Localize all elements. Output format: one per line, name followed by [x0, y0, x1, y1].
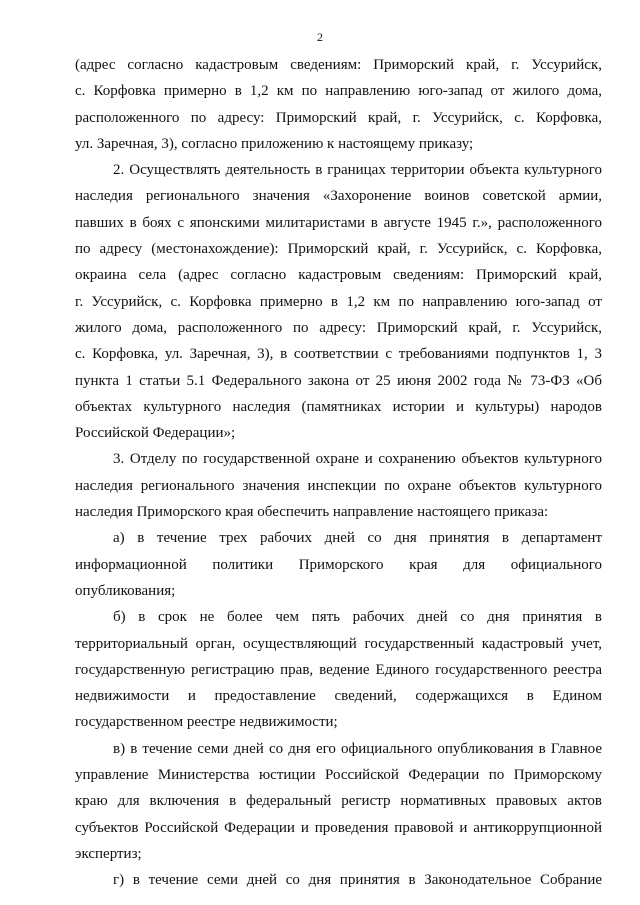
text-line: краю для включения в федеральный регистр нормативных правовых актов [75, 793, 602, 810]
text-line: недвижимости и предоставление сведений, содержащихся в Едином [75, 688, 602, 705]
text-line: жилого дома, расположенного по адресу: Приморский край, г. Уссурийск, [75, 319, 602, 336]
text-line: Российской Федерации»; [75, 425, 236, 442]
text-line: 2. Осуществлять деятельность в границах территории объекта культурного [113, 162, 602, 179]
text-line: с. Корфовка, ул. Заречная, 3), в соответствии с требованиями подпунктов 1, 3 [75, 346, 602, 363]
text-line: б) в срок не более чем пять рабочих дней со дня принятия в [113, 609, 602, 626]
text-line: наследия регионального значения инспекции по охране объектов культурного [75, 477, 602, 494]
text-line: (адрес согласно кадастровым сведениям: Приморский край, г. Уссурийск, [75, 57, 602, 73]
paragraph-item-3a [75, 525, 602, 604]
paragraph-item-2 [75, 157, 602, 446]
text-line: г) в течение семи дней со дня принятия в Законодательное Собрание [113, 872, 602, 889]
text-line: государственную регистрацию прав, ведение Единого государственного реестра [75, 661, 602, 678]
page-number: 2 [317, 30, 323, 44]
text-line: павших в боях с японскими милитаристами в августе 1945 г.», расположенного [75, 214, 602, 231]
text-line: а) в течение трех рабочих дней со дня принятия в департамент [113, 530, 602, 547]
text-line: расположенного по адресу: Приморский край, г. Уссурийск, с. Корфовка, [75, 109, 602, 126]
text-line: пункта 1 статьи 5.1 Федерального закона от 25 июня 2002 года № 73-ФЗ «Об [75, 372, 602, 389]
text-line: по адресу (местонахождение): Приморский край, г. Уссурийск, с. Корфовка, [75, 241, 602, 258]
text-line: управление Министерства юстиции Российской Федерации по Приморскому [75, 767, 602, 784]
text-line: г. Уссурийск, с. Корфовка примерно в 1,2 км по направлению юго-запад от [75, 293, 602, 310]
text-line: 3. Отделу по государственной охране и сохранению объектов культурного [113, 451, 602, 468]
text-line: наследия регионального значения «Захоронение воинов советской армии, [75, 188, 602, 205]
text-line: информационной политики Приморского края для официального [75, 556, 602, 573]
paragraph-continuation [75, 52, 602, 157]
document-body [75, 52, 602, 894]
paragraph-item-3b [75, 604, 602, 735]
paragraph-item-3v [75, 736, 602, 867]
text-line: ул. Заречная, 3), согласно приложению к настоящему приказу; [75, 135, 474, 152]
text-line: с. Корфовка примерно в 1,2 км по направлению юго-запад от жилого дома, [75, 83, 602, 100]
paragraph-item-3g [75, 867, 602, 893]
text-line: в) в течение семи дней со дня его официального опубликования в Главное [113, 740, 602, 757]
text-line: экспертиз; [75, 845, 142, 862]
text-line: государственном реестре недвижимости; [75, 714, 338, 731]
text-line: опубликования; [75, 582, 176, 599]
text-line: объектах культурного наследия (памятниках истории и культуры) народов [75, 398, 602, 415]
paragraph-item-3 [75, 446, 602, 525]
text-line: наследия Приморского края обеспечить направление настоящего приказа: [75, 504, 549, 521]
text-line: субъектов Российской Федерации и проведения правовой и антикоррупционной [75, 819, 602, 836]
text-line: окраина села (адрес согласно кадастровым сведениям: Приморский край, [75, 267, 602, 284]
text-line: территориальный орган, осуществляющий государственный кадастровый учет, [75, 635, 602, 652]
